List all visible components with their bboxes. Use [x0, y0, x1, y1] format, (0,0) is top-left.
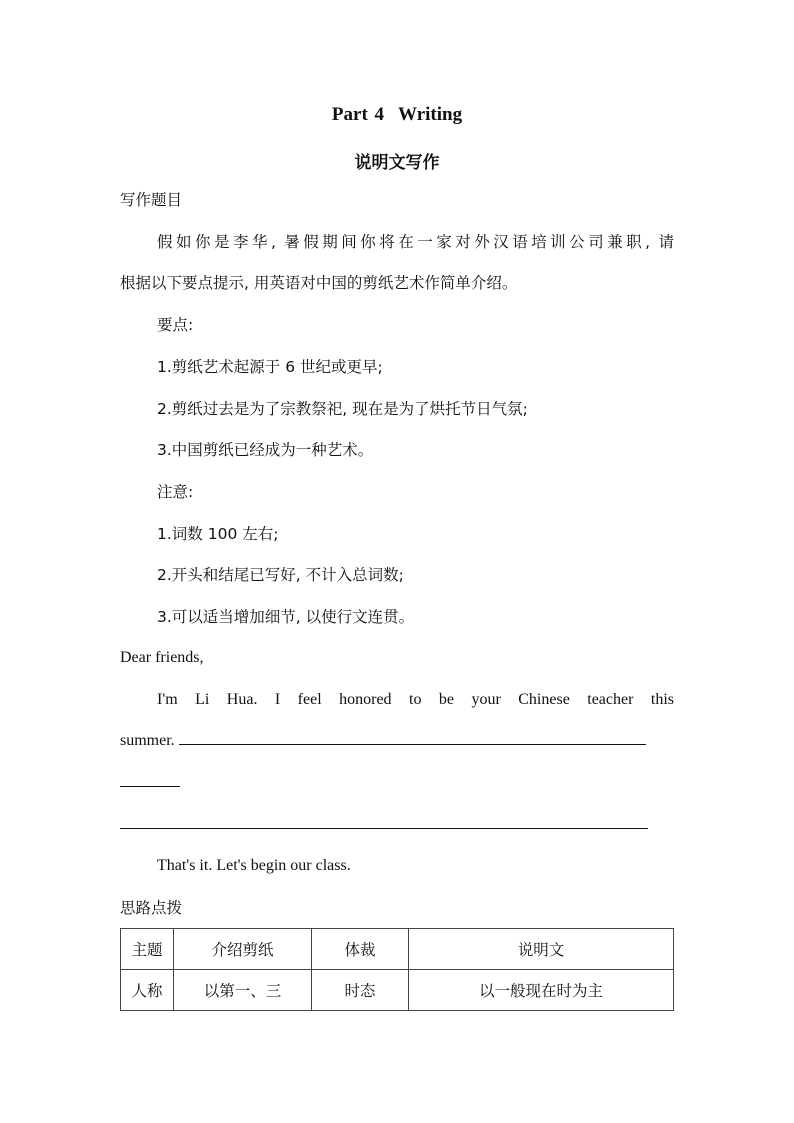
answer-blank[interactable]: [120, 772, 180, 787]
section-name: Writing: [398, 104, 463, 125]
letter-closing: That's it. Let's begin our class.: [157, 857, 351, 874]
answer-line: [120, 772, 674, 794]
table-cell: 人称: [121, 970, 174, 1011]
point-item: 2.剪纸过去是为了宗教祭祀, 现在是为了烘托节日气氛;: [157, 400, 528, 418]
task-intro-line-1: 假如你是李华, 暑假期间你将在一家对外汉语培训公司兼职, 请: [157, 233, 674, 251]
letter-opening-word: summer.: [120, 732, 175, 749]
task-heading: 写作题目: [120, 191, 183, 209]
table-cell: 时态: [312, 970, 409, 1011]
answer-line: [120, 814, 674, 836]
part-title: [120, 104, 674, 126]
points-label: 要点:: [157, 316, 194, 334]
table-cell: 主题: [121, 929, 174, 970]
table-cell: 介绍剪纸: [174, 929, 312, 970]
notes-label: 注意:: [157, 483, 194, 501]
letter-opening-line-1: I'm Li Hua. I feel honored to be your Chinese teacher this: [157, 691, 674, 708]
table-cell: 体裁: [312, 929, 409, 970]
analysis-heading: 思路点拨: [120, 899, 183, 917]
table-row: [121, 970, 674, 1011]
point-item: 1.剪纸艺术起源于 6 世纪或更早;: [157, 358, 383, 376]
table-cell: 以第一、三: [174, 970, 312, 1011]
subtitle: 说明文写作: [354, 153, 440, 173]
answer-blank[interactable]: [120, 814, 648, 829]
table-cell: 以一般现在时为主: [409, 970, 674, 1011]
letter-greeting: Dear friends,: [120, 649, 204, 666]
point-item: 3.中国剪纸已经成为一种艺术。: [157, 441, 374, 459]
note-item: 1.词数 100 左右;: [157, 525, 279, 543]
analysis-table: [120, 928, 674, 1011]
answer-blank[interactable]: [179, 730, 646, 745]
part-number: Part 4: [331, 104, 385, 125]
letter-opening-line-2: [120, 730, 674, 752]
table-row: [121, 929, 674, 970]
note-item: 2.开头和结尾已写好, 不计入总词数;: [157, 566, 404, 584]
table-cell: 说明文: [409, 929, 674, 970]
task-intro-line-2: 根据以下要点提示, 用英语对中国的剪纸艺术作简单介绍。: [120, 274, 518, 292]
note-item: 3.可以适当增加细节, 以使行文连贯。: [157, 608, 415, 626]
